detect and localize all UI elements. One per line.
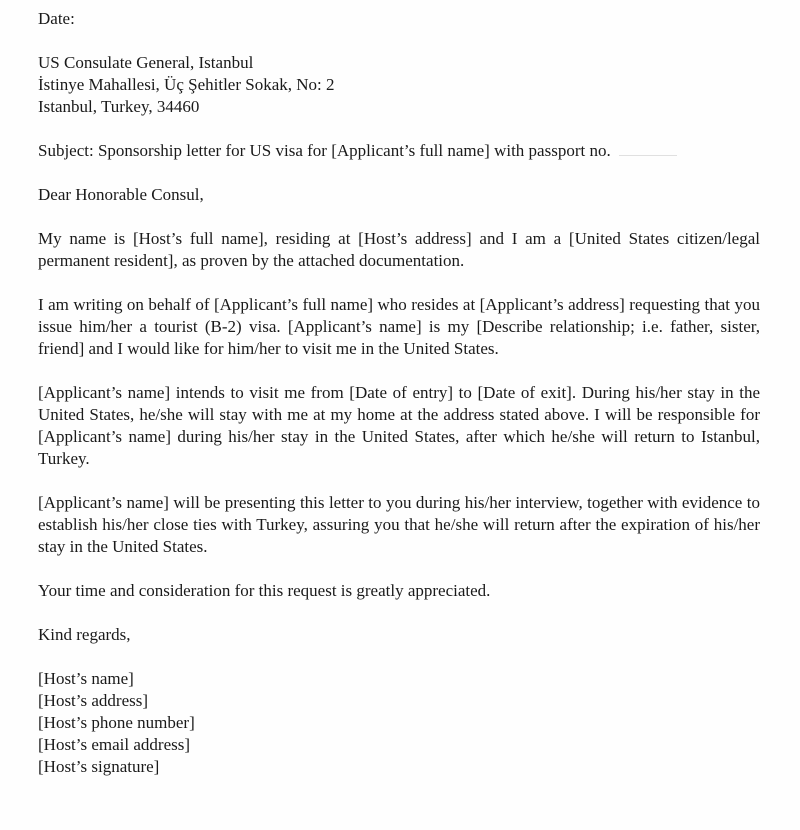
date-label: Date:: [38, 9, 75, 28]
signature-host-name: [Host’s name]: [38, 669, 134, 688]
signature-host-signature: [Host’s signature]: [38, 757, 160, 776]
signature-host-email: [Host’s email address]: [38, 735, 191, 754]
salutation-line: [38, 184, 760, 206]
recipient-line-2: İstinye Mahallesi, Üç Şehitler Sokak, No: 2: [38, 75, 335, 94]
subject-text: Subject: Sponsorship letter for US visa for [Applicant’s full name] with passport no.: [38, 141, 611, 160]
recipient-line-3: Istanbul, Turkey, 34460: [38, 97, 200, 116]
subject-line: [38, 140, 760, 162]
paragraph-host-intro: My name is [Host’s full name], residing at [Host’s address] and I am a [United States citizen/legal permanent resident], as proven by the attached documentation.: [38, 229, 760, 270]
signoff-line: Kind regards,: [38, 625, 131, 644]
paragraph-visit-details: [Applicant’s name] intends to visit me from [Date of entry] to [Date of exit]. During his/her stay in the United States, he/she will stay with me at my home at the address stated above. I will be responsible for [Applicant’s name] during his/her stay in the United States, after which he/she will return to Istanbul, Turkey.: [38, 383, 760, 468]
salutation-text: Dear Honorable Consul,: [38, 185, 204, 204]
date-line: [38, 8, 760, 30]
signature-host-address: [Host’s address]: [38, 691, 149, 710]
recipient-address-block: [38, 52, 760, 118]
signature-host-phone: [Host’s phone number]: [38, 713, 195, 732]
passport-number-blank: [619, 143, 677, 156]
signature-block: [38, 668, 760, 778]
closing-line: Your time and consideration for this request is greatly appreciated.: [38, 581, 491, 600]
paragraph-request: I am writing on behalf of [Applicant’s full name] who resides at [Applicant’s address] requesting that you issue him/her a tourist (B-2) visa. [Applicant’s name] is my [Describe relationship; i.e. father, sister, friend] and I would like for him/her to visit me in the United States.: [38, 295, 760, 358]
recipient-line-1: US Consulate General, Istanbul: [38, 53, 254, 72]
paragraph-interview: [Applicant’s name] will be presenting this letter to you during his/her interview, together with evidence to establish his/her close ties with Turkey, assuring you that he/she will return after the expiration of his/her stay in the United States.: [38, 493, 760, 556]
